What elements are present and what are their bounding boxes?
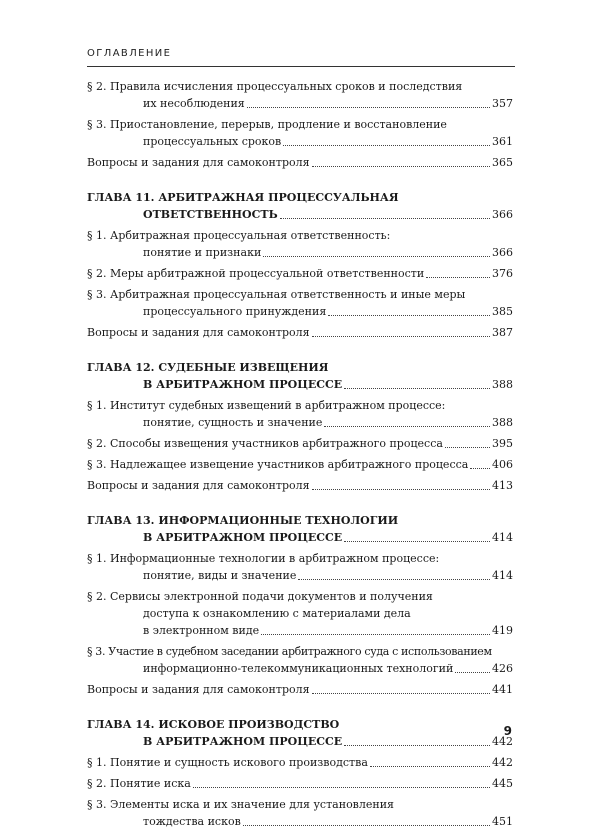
toc-entry-text: § 1. Арбитражная процессуальная ответственность: [87, 229, 391, 242]
toc-entry[interactable] [87, 154, 513, 171]
toc-page-number: 388 [492, 416, 513, 429]
chapter-title: В АРБИТРАЖНОМ ПРОЦЕССЕ [143, 378, 343, 391]
toc-page-number: 376 [492, 267, 513, 280]
toc-entry-text: § 1. Понятие и сущность искового производства [87, 756, 368, 769]
leader-dots [328, 314, 490, 316]
chapter-title: ГЛАВА 14. ИСКОВОЕ ПРОИЗВОДСТВО [87, 718, 340, 731]
leader-dots [283, 144, 490, 146]
toc-entry-text: понятие и признаки [143, 246, 262, 259]
toc-entry-text: § 2. Понятие иска [87, 777, 191, 790]
toc-page-number: 387 [492, 326, 513, 339]
leader-dots [344, 387, 490, 389]
toc-entry[interactable] [87, 456, 513, 473]
toc-entry-text: Вопросы и задания для самоконтроля [87, 683, 310, 696]
toc-entry-text: процессуального принуждения [143, 305, 327, 318]
toc-page-number: 357 [492, 97, 513, 110]
toc-entry-text: § 3. Арбитражная процессуальная ответственность и иные меры [87, 288, 466, 301]
leader-dots [193, 786, 490, 788]
running-header: ОГЛАВЛЕНИЕ [87, 48, 172, 59]
toc-entry-text: § 3. Надлежащее извещение участников арбитражного процесса [87, 458, 469, 471]
toc-entry[interactable] [87, 643, 513, 677]
toc-page-number: 414 [492, 531, 513, 544]
toc-page-number: 413 [492, 479, 513, 492]
chapter-title: ГЛАВА 12. СУДЕБНЫЕ ИЗВЕЩЕНИЯ [87, 361, 329, 374]
toc-chapter[interactable] [87, 512, 513, 546]
leader-dots [312, 335, 490, 337]
leader-dots [312, 165, 490, 167]
toc-entry-text: Вопросы и задания для самоконтроля [87, 479, 310, 492]
toc-entry-text: понятие, сущность и значение [143, 416, 323, 429]
toc-entry[interactable] [87, 78, 513, 112]
chapter-title: ГЛАВА 13. ИНФОРМАЦИОННЫЕ ТЕХНОЛОГИИ [87, 514, 399, 527]
toc-entry[interactable] [87, 397, 513, 431]
leader-dots [426, 276, 490, 278]
leader-dots [445, 446, 490, 448]
toc-entry[interactable] [87, 681, 513, 698]
toc-page-number: 445 [492, 777, 513, 790]
toc-page-number: 414 [492, 569, 513, 582]
toc-page-number: 426 [492, 662, 513, 675]
toc-page-number: 385 [492, 305, 513, 318]
toc-entry-text: § 1. Институт судебных извещений в арбитражном процессе: [87, 399, 446, 412]
toc-entry[interactable] [87, 265, 513, 282]
table-of-contents [87, 78, 513, 834]
header-rule [87, 66, 515, 67]
toc-page-number: 366 [492, 208, 513, 221]
leader-dots [298, 578, 490, 580]
chapter-title: ОТВЕТСТВЕННОСТЬ [143, 208, 278, 221]
toc-entry[interactable] [87, 286, 513, 320]
toc-page-number: 365 [492, 156, 513, 169]
leader-dots [324, 425, 490, 427]
toc-entry-text: § 3. Элементы иска и их значение для установления [87, 798, 394, 811]
toc-page-number: 442 [492, 756, 513, 769]
toc-page-number: 388 [492, 378, 513, 391]
toc-entry-text: процессуальных сроков [143, 135, 282, 148]
chapter-title: В АРБИТРАЖНОМ ПРОЦЕССЕ [143, 531, 343, 544]
toc-entry[interactable] [87, 588, 513, 639]
toc-entry[interactable] [87, 477, 513, 494]
toc-entry-text: информационно-телекоммуникационных технологий [143, 662, 454, 675]
toc-entry[interactable] [87, 550, 513, 584]
toc-chapter[interactable] [87, 189, 513, 223]
toc-entry-text: § 2. Правила исчисления процессуальных сроков и последствия [87, 80, 463, 93]
toc-entry[interactable] [87, 796, 513, 830]
chapter-title: В АРБИТРАЖНОМ ПРОЦЕССЕ [143, 735, 343, 748]
leader-dots [280, 217, 490, 219]
leader-dots [470, 467, 490, 469]
toc-page-number: 395 [492, 437, 513, 450]
toc-entry-text: § 2. Меры арбитражной процессуальной ответственности [87, 267, 425, 280]
toc-chapter[interactable] [87, 716, 513, 750]
toc-page-number: 442 [492, 735, 513, 748]
toc-entry-text: § 1. Информационные технологии в арбитражном процессе: [87, 552, 440, 565]
toc-entry-text: понятие, виды и значение [143, 569, 297, 582]
toc-entry[interactable] [87, 754, 513, 771]
toc-entry-text: § 3. Приостановление, перерыв, продление и восстановление [87, 118, 447, 131]
toc-page-number: 406 [492, 458, 513, 471]
toc-entry-text: доступа к ознакомлению с материалами дела [143, 607, 411, 620]
toc-entry-text: § 2. Способы извещения участников арбитражного процесса [87, 437, 443, 450]
toc-page-number: 441 [492, 683, 513, 696]
leader-dots [243, 824, 490, 826]
chapter-title: ГЛАВА 11. АРБИТРАЖНАЯ ПРОЦЕССУАЛЬНАЯ [87, 191, 399, 204]
leader-dots [263, 255, 490, 257]
toc-page-number: 361 [492, 135, 513, 148]
leader-dots [344, 540, 490, 542]
toc-entry-text: Вопросы и задания для самоконтроля [87, 326, 310, 339]
toc-entry[interactable] [87, 324, 513, 341]
toc-entry-text: в электронном виде [143, 624, 260, 637]
leader-dots [312, 692, 490, 694]
toc-entry[interactable] [87, 435, 513, 452]
leader-dots [247, 106, 490, 108]
toc-entry-text: их несоблюдения [143, 97, 245, 110]
toc-entry-text: Вопросы и задания для самоконтроля [87, 156, 310, 169]
toc-entry[interactable] [87, 775, 513, 792]
page-number: 9 [503, 724, 512, 738]
toc-entry[interactable] [87, 116, 513, 150]
leader-dots [261, 633, 490, 635]
toc-entry[interactable] [87, 227, 513, 261]
leader-dots [312, 488, 490, 490]
toc-entry-text: § 3. Участие в судебном заседании арбитражного суда с использованием [87, 645, 492, 658]
toc-entry-text: § 2. Сервисы электронной подачи документов и получения [87, 590, 433, 603]
toc-entry-text: тождества исков [143, 815, 241, 828]
leader-dots [370, 765, 490, 767]
leader-dots [455, 671, 490, 673]
toc-chapter[interactable] [87, 359, 513, 393]
leader-dots [344, 744, 490, 746]
toc-page-number: 419 [492, 624, 513, 637]
toc-page-number: 451 [492, 815, 513, 828]
toc-page-number: 366 [492, 246, 513, 259]
